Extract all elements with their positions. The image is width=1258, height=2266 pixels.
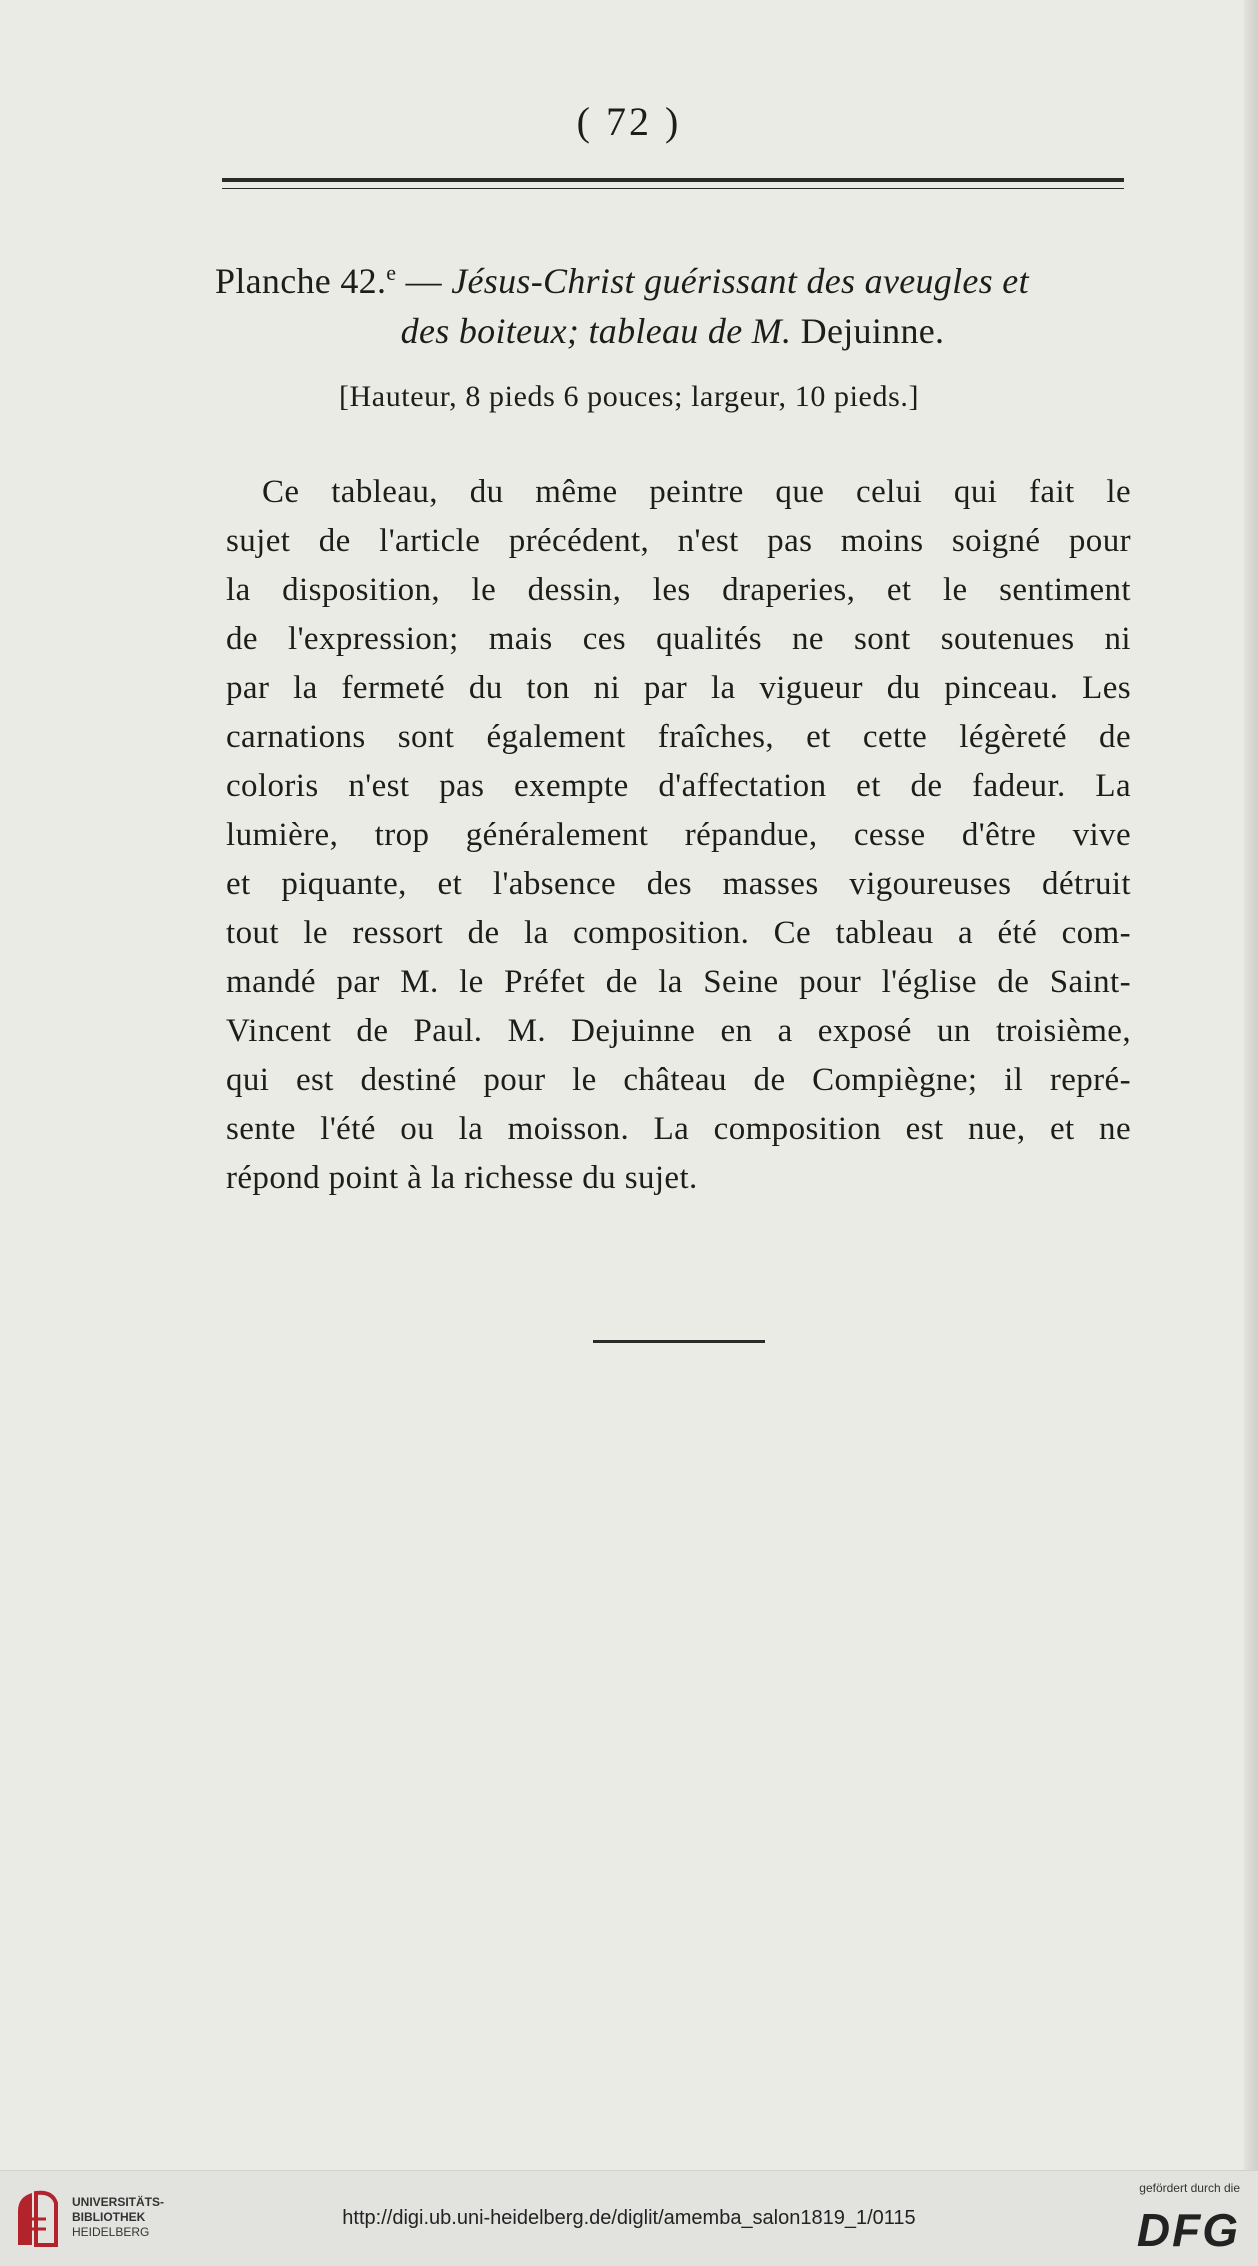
painter-name: Dejuinne. (791, 311, 945, 351)
header-rule-thin (222, 188, 1124, 189)
text-line: lumière, trop généralement répandue, cesse d'être vive (226, 817, 1131, 853)
text-line: qui est destiné pour le château de Compiègne; il repré- (226, 1062, 1131, 1098)
text-line: de l'expression; mais ces qualités ne sont soutenues ni (226, 621, 1131, 657)
plate-title-line2: des boiteux; tableau de M. (400, 311, 792, 351)
plate-number-superscript: e (386, 260, 397, 285)
painting-dimensions: [Hauteur, 8 pieds 6 pouces; largeur, 10 pieds.] (338, 380, 920, 413)
library-name-line: UNIVERSITÄTS- (72, 2195, 165, 2209)
text-line: coloris n'est pas exempte d'affectation et de fadeur. La (226, 768, 1131, 804)
header-rule-thick (222, 178, 1124, 182)
library-name-line: HEIDELBERG (72, 2225, 150, 2239)
end-rule (593, 1340, 765, 1343)
footer-bar (0, 2170, 1258, 2266)
page-number: ( 72 ) (576, 99, 682, 144)
permalink-url[interactable]: http://digi.ub.uni-heidelberg.de/diglit/amemba_salon1819_1/0115 (342, 2207, 916, 2229)
text-line: sujet de l'article précédent, n'est pas moins soigné pour (226, 523, 1131, 559)
page-edge (1244, 0, 1258, 2170)
plate-heading (215, 248, 1130, 356)
text-line: par la fermeté du ton ni par la vigueur du pinceau. Les (226, 670, 1131, 706)
heading-line-2 (215, 306, 1130, 356)
text-line: Ce tableau, du même peintre que celui qui fait le (262, 474, 1131, 510)
text-line: tout le ressort de la composition. Ce tableau a été com- (226, 915, 1131, 951)
text-line: Vincent de Paul. M. Dejuinne en a exposé un troisième, (226, 1013, 1131, 1049)
plate-number: Planche 42. (215, 261, 387, 301)
funding-label: gefördert durch die (1139, 2181, 1240, 2195)
library-name-line: BIBLIOTHEK (72, 2210, 146, 2224)
text-line: répond point à la richesse du sujet. (226, 1160, 698, 1196)
dfg-logo[interactable]: DFG (1136, 2204, 1240, 2256)
text-line: et piquante, et l'absence des masses vigoureuses détruit (226, 866, 1131, 902)
text-line: la disposition, le dessin, les draperies, et le sentiment (226, 572, 1131, 608)
plate-title-line1: Jésus-Christ guérissant des aveugles et (451, 261, 1029, 301)
heading-dash: — (396, 261, 452, 301)
text-line: carnations sont également fraîches, et cette légèreté de (226, 719, 1131, 755)
body-text (226, 468, 1131, 1203)
text-line: sente l'été ou la moisson. La composition est nue, et ne (226, 1111, 1131, 1147)
text-line: mandé par M. le Préfet de la Seine pour l'église de Saint- (226, 964, 1131, 1000)
